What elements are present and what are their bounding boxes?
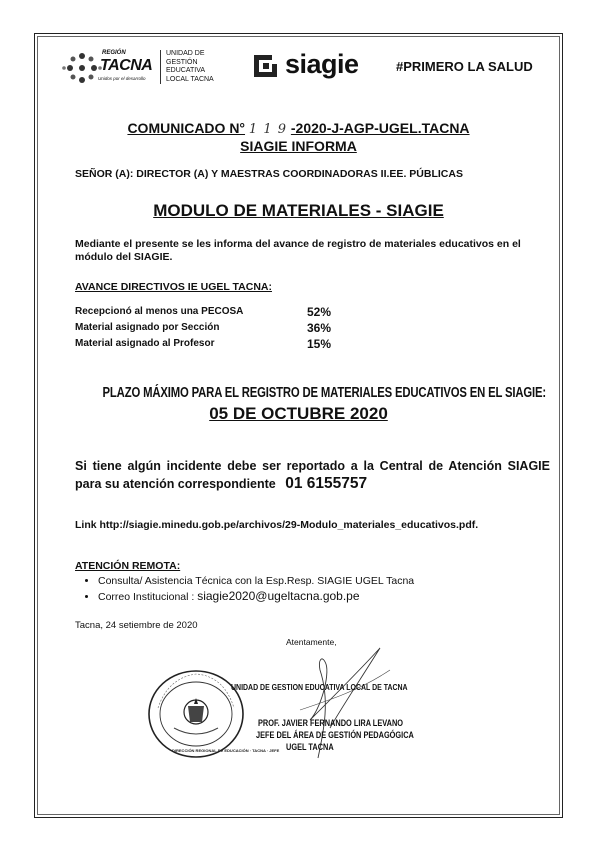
ugel-line: GESTIÓN — [166, 58, 198, 66]
incident-text: Si tiene algún incidente debe ser reportado a la Central de Atención SIAGIE para su atención correspondiente — [75, 459, 550, 491]
incident-phone: 01 6155757 — [285, 475, 368, 492]
progress-value: 52% — [307, 305, 332, 319]
progress-label: Recepcionó al menos una PECOSA — [75, 306, 244, 317]
remote-item-email — [98, 589, 414, 605]
region-tacna-logo — [60, 46, 160, 90]
remote-heading: ATENCIÓN REMOTA: — [75, 560, 181, 572]
signature-unit: UNIDAD DE GESTION EDUCATIVA LOCAL DE TACNA — [231, 682, 408, 692]
incident-paragraph — [75, 457, 550, 493]
signature-role: JEFE DEL ÁREA DE GESTIÓN PEDAGÓGICA — [256, 730, 414, 740]
comunicado-suffix: -2020-J-AGP-UGEL.TACNA — [290, 120, 470, 136]
comunicado-number-handwritten: 1 1 9 — [248, 122, 287, 137]
progress-row — [75, 338, 375, 354]
progress-label: Material asignado al Profesor — [75, 338, 215, 349]
progress-table — [75, 306, 375, 354]
seal-text: DIRECCIÓN REGIONAL DE EDUCACIÓN · TACNA · JEFE — [172, 748, 280, 753]
deadline-date: 05 DE OCTUBRE 2020 — [209, 404, 388, 423]
email-address[interactable]: siagie2020@ugeltacna.gob.pe — [197, 589, 360, 603]
module-link[interactable]: Link http://siagie.minedu.gob.pe/archivos/29-Modulo_materiales_educativos.pdf. — [75, 519, 479, 531]
ugel-line: LOCAL TACNA — [166, 75, 214, 83]
signature-name: PROF. JAVIER FERNANDO LIRA LEVANO — [258, 718, 404, 728]
intro-paragraph: Mediante el presente se les informa del avance de registro de materiales educativos en el módulo del SIAGIE. — [75, 238, 521, 263]
addressee: SEÑOR (A): DIRECTOR (A) Y MAESTRAS COORDINADORAS II.EE. PÚBLICAS — [75, 168, 463, 180]
region-tagline: Unidos por el desarrollo — [98, 76, 146, 81]
closing: Atentamente, — [286, 637, 337, 647]
deadline-label-wrap — [40, 384, 557, 402]
ugel-line: EDUCATIVA — [166, 67, 206, 74]
progress-row — [75, 306, 375, 322]
module-heading: MODULO DE MATERIALES - SIAGIE — [153, 201, 444, 220]
comunicado-prefix: COMUNICADO N° — [127, 120, 246, 136]
header-divider — [160, 50, 161, 84]
ugel-name-block — [166, 50, 214, 84]
region-name: TACNA — [100, 57, 153, 74]
ugel-line: UNIDAD DE — [166, 50, 205, 57]
hashtag: #PRIMERO LA SALUD — [396, 59, 533, 74]
email-label: Correo Institucional : — [98, 591, 195, 603]
siagie-logo-text: siagie — [285, 49, 359, 79]
place-date: Tacna, 24 setiembre de 2020 — [75, 620, 198, 631]
region-brand: REGIÓN — [102, 50, 126, 56]
tacna-star-icon — [60, 48, 104, 88]
signature-org: UGEL TACNA — [286, 742, 334, 752]
progress-row — [75, 322, 375, 338]
progress-value: 36% — [307, 321, 332, 335]
remote-item-consulta: • Consulta/ Asistencia Técnica con la Esp.Resp. SIAGIE UGEL Tacna — [98, 574, 414, 589]
remote-items — [80, 574, 414, 605]
siagie-logo-icon — [250, 52, 280, 80]
comunicado-line — [40, 120, 557, 137]
remote-list — [80, 574, 414, 605]
progress-value: 15% — [307, 337, 332, 351]
progress-heading: AVANCE DIRECTIVOS IE UGEL TACNA: — [75, 281, 272, 293]
progress-label: Material asignado por Sección — [75, 322, 220, 333]
deadline-label: PLAZO MÁXIMO PARA EL REGISTRO DE MATERIALES EDUCATIVOS EN EL SIAGIE: — [102, 385, 547, 401]
subtitle: SIAGIE INFORMA — [240, 138, 357, 154]
